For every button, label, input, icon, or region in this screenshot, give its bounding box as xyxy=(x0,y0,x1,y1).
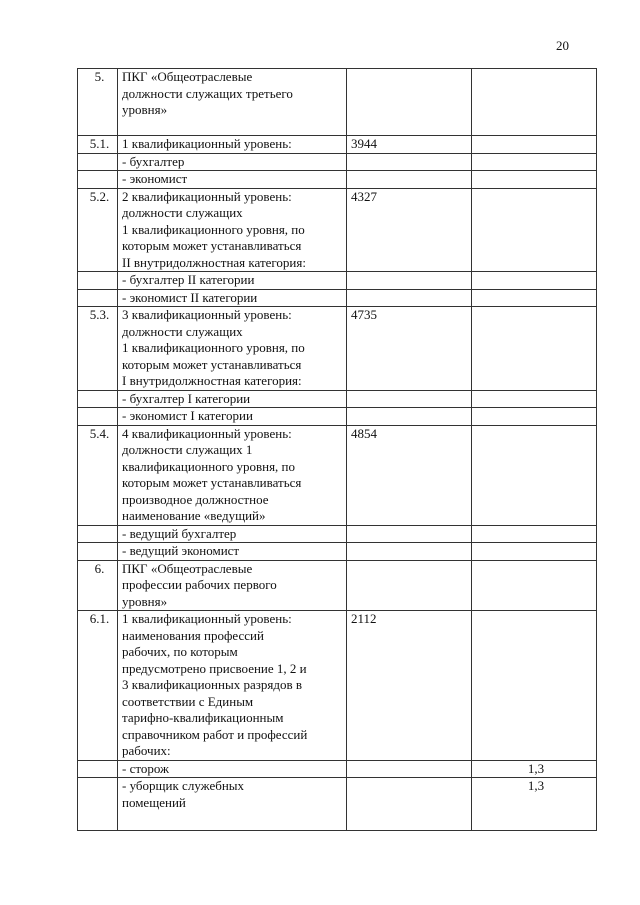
table-row xyxy=(78,69,597,136)
row-salary xyxy=(347,171,472,189)
row-coefficient: 1,3 xyxy=(472,778,597,831)
row-coefficient xyxy=(472,390,597,408)
table-row xyxy=(78,390,597,408)
row-coefficient: 1,3 xyxy=(472,760,597,778)
row-number xyxy=(78,525,118,543)
row-salary xyxy=(347,153,472,171)
row-name: 4 квалификационный уровень: должности служащих 1 квалификационного уровня, по которым может устанавливаться производное должностное наименование «ведущий» xyxy=(118,425,347,525)
row-number xyxy=(78,760,118,778)
row-coefficient xyxy=(472,289,597,307)
row-name: - уборщик служебных помещений xyxy=(118,778,347,831)
table-row xyxy=(78,760,597,778)
row-name: - экономист I категории xyxy=(118,408,347,426)
row-salary xyxy=(347,272,472,290)
row-coefficient xyxy=(472,525,597,543)
row-number: 6.1. xyxy=(78,611,118,761)
qualification-table xyxy=(77,68,597,831)
row-name: ПКГ «Общеотраслевые должности служащих третьего уровня» xyxy=(118,69,347,136)
row-name: 3 квалификационный уровень: должности служащих 1 квалификационного уровня, по которым может устанавливаться I внутридолжностная категория: xyxy=(118,307,347,391)
row-coefficient xyxy=(472,69,597,136)
row-number xyxy=(78,153,118,171)
row-salary xyxy=(347,560,472,611)
row-coefficient xyxy=(472,543,597,561)
row-name: 1 квалификационный уровень: наименования профессий рабочих, по которым предусмотрено присвоение 1, 2 и 3 квалификационных разрядов в соответствии с Единым тарифно-квалификационным справочником работ и профессий рабочих: xyxy=(118,611,347,761)
row-number xyxy=(78,543,118,561)
table-row xyxy=(78,408,597,426)
row-coefficient xyxy=(472,560,597,611)
row-number xyxy=(78,408,118,426)
row-salary: 4854 xyxy=(347,425,472,525)
row-number: 5.4. xyxy=(78,425,118,525)
table-row xyxy=(78,543,597,561)
row-salary: 4327 xyxy=(347,188,472,272)
table-row xyxy=(78,136,597,154)
row-salary xyxy=(347,69,472,136)
row-number: 5.3. xyxy=(78,307,118,391)
row-salary: 2112 xyxy=(347,611,472,761)
row-number: 5.1. xyxy=(78,136,118,154)
row-coefficient xyxy=(472,272,597,290)
row-number: 5.2. xyxy=(78,188,118,272)
row-number xyxy=(78,778,118,831)
row-coefficient xyxy=(472,136,597,154)
row-salary: 3944 xyxy=(347,136,472,154)
row-name: 1 квалификационный уровень: xyxy=(118,136,347,154)
table-row xyxy=(78,560,597,611)
row-salary: 4735 xyxy=(347,307,472,391)
row-number xyxy=(78,171,118,189)
row-name: - бухгалтер II категории xyxy=(118,272,347,290)
table-row xyxy=(78,272,597,290)
row-number xyxy=(78,289,118,307)
row-salary xyxy=(347,525,472,543)
row-coefficient xyxy=(472,171,597,189)
row-coefficient xyxy=(472,611,597,761)
row-name: - ведущий экономист xyxy=(118,543,347,561)
row-number: 5. xyxy=(78,69,118,136)
row-name: - бухгалтер I категории xyxy=(118,390,347,408)
table-row xyxy=(78,289,597,307)
row-coefficient xyxy=(472,408,597,426)
row-name: - ведущий бухгалтер xyxy=(118,525,347,543)
table-row xyxy=(78,171,597,189)
row-salary xyxy=(347,778,472,831)
table-row xyxy=(78,778,597,831)
row-coefficient xyxy=(472,307,597,391)
row-salary xyxy=(347,408,472,426)
row-salary xyxy=(347,390,472,408)
table-row xyxy=(78,425,597,525)
row-salary xyxy=(347,760,472,778)
row-salary xyxy=(347,543,472,561)
row-number xyxy=(78,390,118,408)
row-coefficient xyxy=(472,425,597,525)
row-coefficient xyxy=(472,153,597,171)
row-name: - сторож xyxy=(118,760,347,778)
row-name: 2 квалификационный уровень: должности служащих 1 квалификационного уровня, по которым может устанавливаться II внутридолжностная категория: xyxy=(118,188,347,272)
page-number: 20 xyxy=(556,38,569,53)
row-name: - бухгалтер xyxy=(118,153,347,171)
table-row xyxy=(78,307,597,391)
row-salary xyxy=(347,289,472,307)
row-name: - экономист II категории xyxy=(118,289,347,307)
row-name: - экономист xyxy=(118,171,347,189)
table-row xyxy=(78,611,597,761)
row-coefficient xyxy=(472,188,597,272)
table-row xyxy=(78,153,597,171)
table-row xyxy=(78,525,597,543)
row-number xyxy=(78,272,118,290)
table-row xyxy=(78,188,597,272)
row-number: 6. xyxy=(78,560,118,611)
row-name: ПКГ «Общеотраслевые профессии рабочих первого уровня» xyxy=(118,560,347,611)
